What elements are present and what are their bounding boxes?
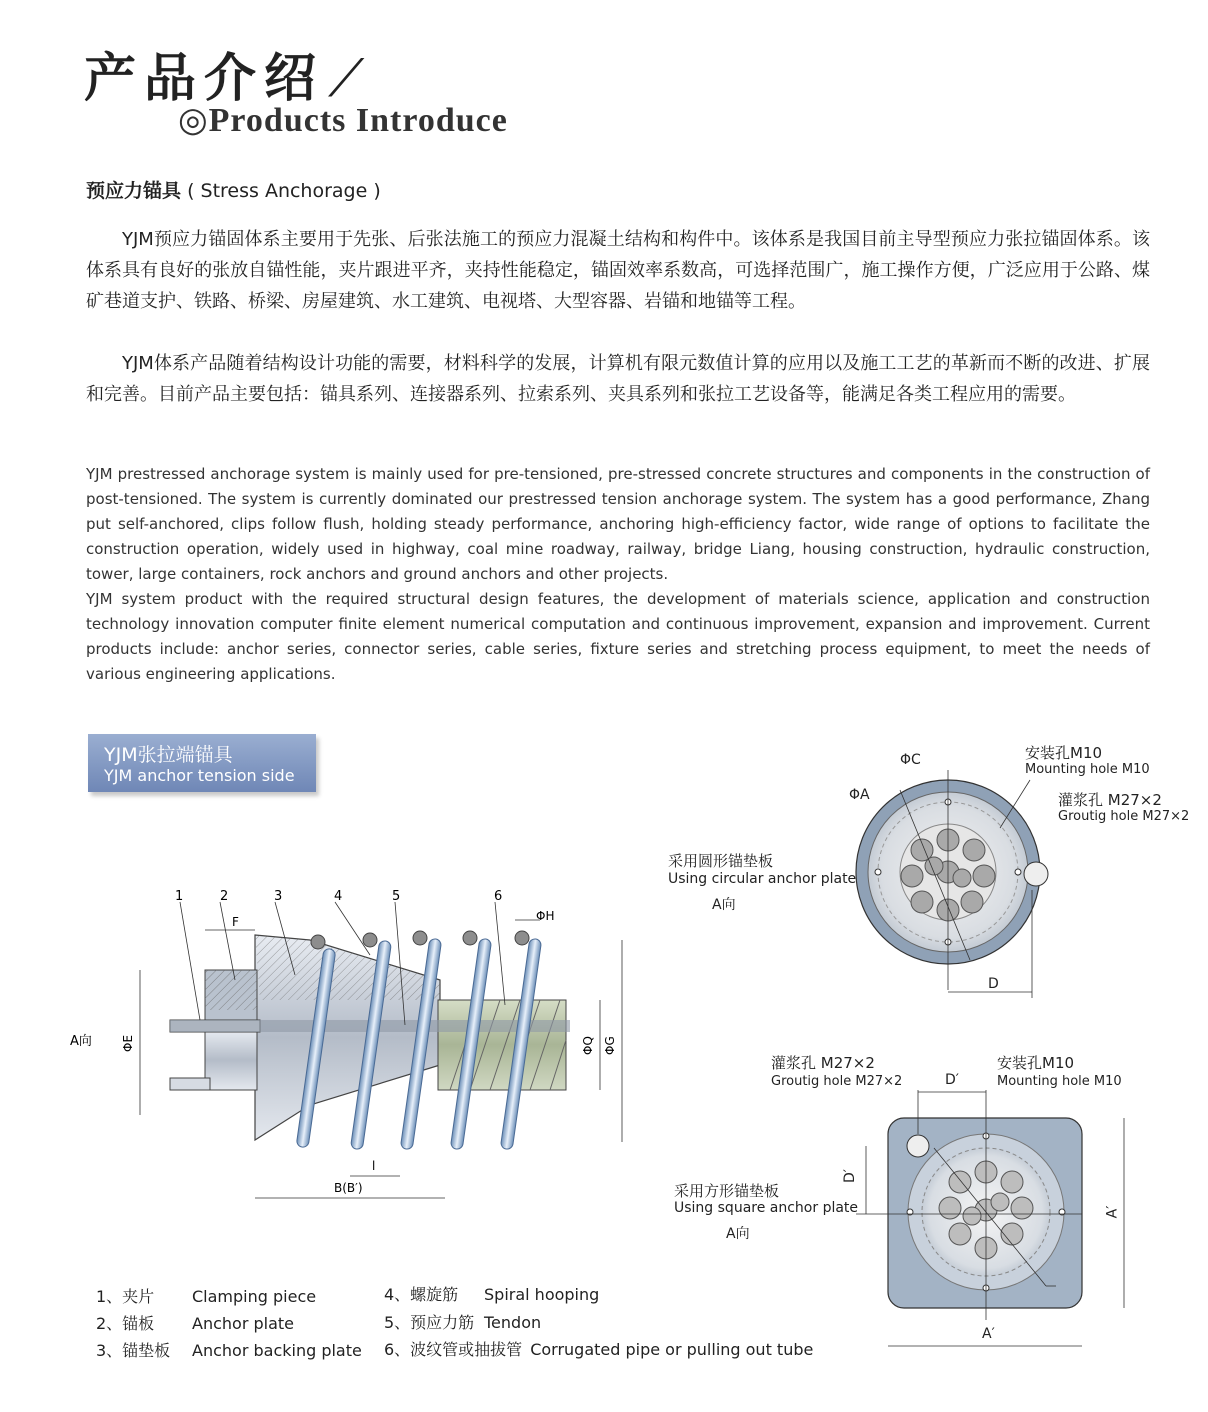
circular-grout-hole-cn: 灌浆孔 M27×2: [1058, 791, 1162, 809]
dim-phiG: ΦG: [603, 1036, 617, 1055]
part-number-1: 1: [175, 889, 184, 904]
dim-phiQ: ΦQ: [581, 1036, 595, 1055]
legend-item-4: 4、螺旋筋 Spiral hooping: [384, 1285, 600, 1304]
square-plate-diagram: [856, 1090, 1136, 1360]
square-Aprime-side: A′: [1104, 1205, 1121, 1219]
square-Dprime-top: D′: [945, 1072, 959, 1088]
dim-phiE: ΦE: [121, 1034, 135, 1052]
circular-phiA-label: ΦA: [849, 787, 870, 803]
paragraph-en-1: YJM prestressed anchorage system is mainly used for pre-tensioned, pre-stressed concrete structures and components in the construction of post-tensioned. The system is currently dominated our prestressed tension anchorage system. The system has a good performance, Zhang put self-anchored, clips follow flush, holding steady performance, anchoring high-efficiency factor, wide range of options to facilitate the construction operation, widely used in highway, coal mine roadway, railway, bridge Liang, housing construction, hydraulic construction, tower, large containers, rock anchors and ground anchors and other projects.: [86, 465, 1150, 583]
square-Aprime-bottom: A′: [982, 1326, 995, 1342]
square-grout-hole-en: Groutig hole M27×2: [771, 1074, 903, 1089]
circular-phiC-label: ΦC: [900, 752, 921, 768]
legend-item-5: 5、预应力筋 Tendon: [384, 1313, 542, 1332]
dim-F: F: [232, 915, 239, 929]
legend-item-2: 2、锚板 Anchor plate: [96, 1314, 294, 1333]
circular-mount-hole-cn: 安装孔M10: [1025, 744, 1103, 762]
circular-plate-en: Using circular anchor plate: [668, 871, 857, 887]
part-number-4: 4: [334, 889, 343, 904]
paragraph-cn-2: YJM体系产品随着结构设计功能的需要，材料科学的发展，计算机有限元数值计算的应用以及施工工艺的革新而不断的改进、扩展和完善。目前产品主要包括：锚具系列、连接器系列、拉索系列、夹具系列和张拉工艺设备等，能满足各类工程应用的需要。: [86, 353, 1150, 405]
circular-D-label: D: [988, 976, 999, 992]
banner-title-cn: YJM张拉端锚具: [104, 744, 233, 766]
banner-title-en: YJM anchor tension side: [104, 766, 295, 785]
dim-phiH: ΦH: [536, 909, 555, 923]
dim-a-direction: A向: [70, 1034, 92, 1049]
page-title: 产品介绍⟋: [84, 48, 373, 109]
legend-item-6: 6、波纹管或抽拔管 Corrugated pipe or pulling out tube: [384, 1340, 814, 1359]
circular-plate-diagram: [850, 770, 1060, 1000]
square-mount-hole-en: Mounting hole M10: [997, 1074, 1122, 1089]
square-plate-en: Using square anchor plate: [674, 1200, 859, 1216]
circular-grout-hole-en: Groutig hole M27×2: [1058, 809, 1190, 824]
square-mount-hole-cn: 安装孔M10: [997, 1054, 1075, 1072]
legend-item-3: 3、锚垫板 Anchor backing plate: [96, 1341, 362, 1360]
square-plate-cn: 采用方形锚垫板: [674, 1182, 780, 1200]
legend-item-1: 1、夹片 Clamping piece: [96, 1287, 317, 1306]
dim-l: l: [372, 1159, 376, 1173]
square-Dprime-side: D′: [841, 1169, 858, 1183]
circular-mount-hole-en: Mounting hole M10: [1025, 762, 1150, 777]
part-number-3: 3: [274, 889, 283, 904]
anchor-side-view-diagram: [60, 880, 660, 1220]
part-number-6: 6: [494, 889, 503, 904]
square-direction-label: A向: [726, 1226, 750, 1242]
paragraph-en-2: YJM system product with the required structural design features, the development of materials science, application and construction technology innovation computer finite element numerical computation and continuous improvement, expansion and improvement. Current products include: anchor series, connector series, cable series, fixture series and stretching process equipment, to meet the needs of various engineering applications.: [86, 590, 1150, 683]
circular-plate-cn: 采用圆形锚垫板: [668, 852, 774, 870]
corner-arrow-icon: ⟋: [328, 49, 373, 109]
dim-B: B(B′): [334, 1181, 363, 1195]
paragraph-cn-1: YJM预应力锚固体系主要用于先张、后张法施工的预应力混凝土结构和构件中。该体系是我国目前主导型预应力张拉锚固体系。该体系具有良好的张放自锚性能，夹片跟进平齐，夹持性能稳定，锚固效率系数高，可选择范围广，施工操作方便，广泛应用于公路、煤矿巷道支护、铁路、桥梁、房屋建筑、水工建筑、电视塔、大型容器、岩锚和地锚等工程。: [86, 229, 1150, 312]
section-banner: [88, 734, 316, 792]
part-number-5: 5: [392, 889, 401, 904]
section-heading: 预应力锚具 ( Stress Anchorage ): [86, 180, 381, 202]
square-grout-hole-cn: 灌浆孔 M27×2: [771, 1054, 875, 1072]
circular-direction-label: A向: [712, 897, 736, 913]
page-subtitle: ◎Products Introduce: [178, 102, 508, 139]
part-number-2: 2: [220, 889, 229, 904]
